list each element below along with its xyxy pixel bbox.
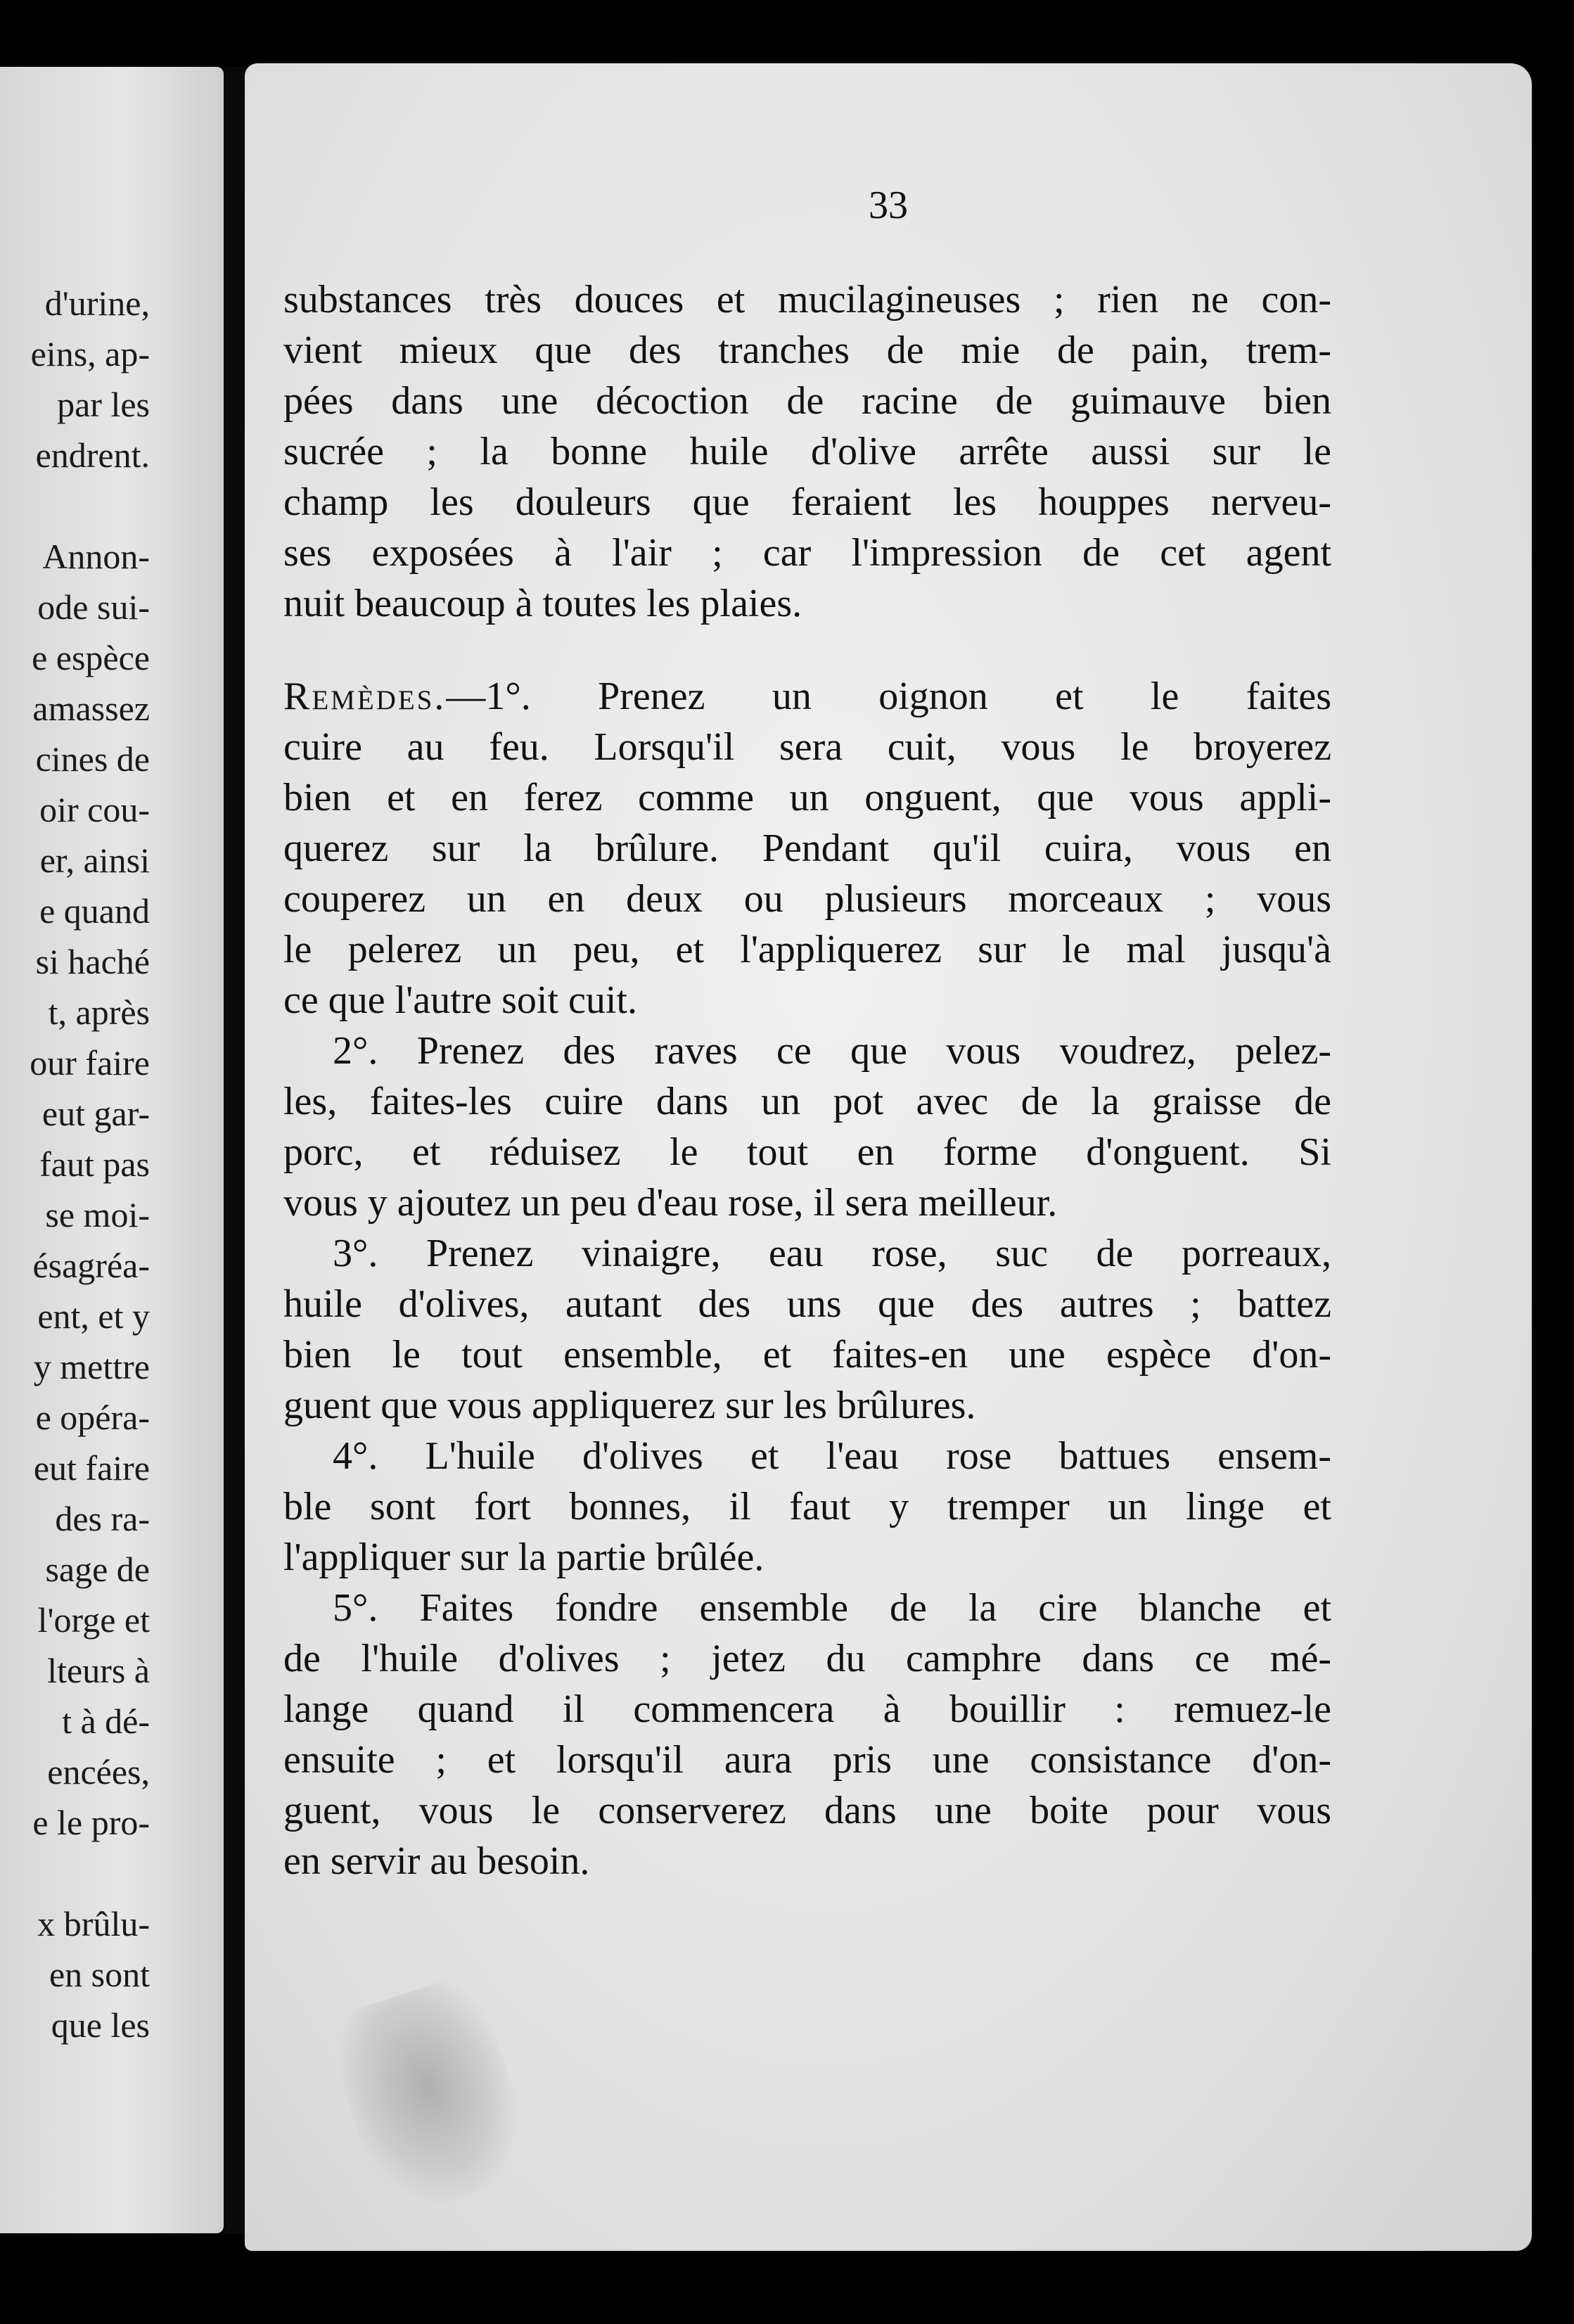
left-page-line: y mettre bbox=[33, 1347, 150, 1386]
left-page-line: e espèce bbox=[32, 638, 150, 677]
left-page-line: our faire bbox=[30, 1043, 150, 1083]
left-page-line: e le pro- bbox=[32, 1803, 150, 1842]
left-page-line: cines de bbox=[35, 739, 150, 779]
left-page-line: par les bbox=[57, 385, 150, 424]
left-page-line: e opéra- bbox=[35, 1398, 150, 1437]
left-page-line: e quand bbox=[39, 891, 150, 931]
left-page-line: faut pas bbox=[39, 1144, 150, 1184]
left-page-line: encées, bbox=[47, 1752, 150, 1792]
text-line: ce que l'autre soit cuit. bbox=[283, 978, 638, 1022]
text-line: les, faites-les cuire dans un pot avec de la graisse de bbox=[283, 1080, 1331, 1123]
text-line: de l'huile d'olives ; jetez du camphre dans ce mé- bbox=[283, 1637, 1331, 1680]
text-line: 4°. L'huile d'olives et l'eau rose battues ensem- bbox=[333, 1434, 1331, 1478]
left-page-line: d'urine, bbox=[44, 283, 150, 323]
book-gutter bbox=[224, 67, 245, 2233]
text-line: vous y ajoutez un peu d'eau rose, il sera meilleur. bbox=[283, 1181, 1058, 1225]
text-line: huile d'olives, autant des uns que des autres ; battez bbox=[283, 1282, 1331, 1326]
text-line: le pelerez un peu, et l'appliquerez sur le mal jusqu'à bbox=[283, 928, 1331, 971]
left-page-line: oir cou- bbox=[39, 790, 150, 829]
remedes-heading: Remèdes. bbox=[283, 675, 447, 718]
text-line: 3°. Prenez vinaigre, eau rose, suc de porreaux, bbox=[333, 1232, 1331, 1275]
left-page-line: er, ainsi bbox=[39, 841, 150, 880]
text-line: nuit beaucoup à toutes les plaies. bbox=[283, 582, 802, 625]
left-page-line: en sont bbox=[49, 1955, 150, 1994]
left-page-line: lteurs à bbox=[47, 1651, 150, 1690]
left-page bbox=[0, 67, 224, 2233]
left-page-line: t, après bbox=[48, 992, 150, 1032]
left-page-line: ent, et y bbox=[37, 1296, 150, 1336]
text-line: ble sont fort bonnes, il faut y tremper un linge et bbox=[283, 1485, 1331, 1528]
text-line: sucrée ; la bonne huile d'olive arrête aussi sur le bbox=[283, 430, 1331, 473]
text-line: ensuite ; et lorsqu'il aura pris une consistance d'on- bbox=[283, 1738, 1331, 1782]
left-page-line: se moi- bbox=[45, 1195, 150, 1234]
text-line: ses exposées à l'air ; car l'impression de cet agent bbox=[283, 531, 1331, 575]
left-page-line: Annon- bbox=[42, 537, 150, 576]
text-line: en servir au besoin. bbox=[283, 1839, 590, 1883]
page-number: 33 bbox=[869, 184, 908, 227]
text-line: couperez un en deux ou plusieurs morceaux ; vous bbox=[283, 877, 1331, 921]
left-page-line: l'orge et bbox=[37, 1600, 150, 1640]
left-page-line: ésagréa- bbox=[32, 1246, 150, 1285]
text-line: porc, et réduisez le tout en forme d'onguent. Si bbox=[283, 1130, 1331, 1174]
left-page-line: ode sui- bbox=[37, 587, 150, 627]
text-line: l'appliquer sur la partie brûlée. bbox=[283, 1536, 764, 1579]
left-page-line: des ra- bbox=[55, 1499, 150, 1538]
text-line: vient mieux que des tranches de mie de pain, trem- bbox=[283, 328, 1331, 372]
ink-smudge bbox=[321, 1971, 540, 2221]
left-page-line: eut gar- bbox=[41, 1094, 150, 1133]
text-line: lange quand il commencera à bouillir : remuez-le bbox=[283, 1687, 1331, 1731]
text-line: champ les douleurs que feraient les houppes nerveu- bbox=[283, 480, 1331, 524]
remedes-first-line: —1°. Prenez un oignon et le faites bbox=[446, 675, 1331, 718]
left-page-line: t à dé- bbox=[62, 1702, 150, 1741]
left-page-line: eins, ap- bbox=[30, 334, 150, 374]
left-page-line: x brûlu- bbox=[37, 1904, 150, 1943]
left-page-line: amassez bbox=[32, 689, 150, 728]
page-text bbox=[283, 274, 1331, 1886]
text-line: cuire au feu. Lorsqu'il sera cuit, vous le broyerez bbox=[283, 725, 1331, 769]
text-line: substances très douces et mucilagineuses ; rien ne con- bbox=[283, 278, 1331, 321]
left-page-line: endrent. bbox=[35, 435, 150, 475]
right-page bbox=[245, 63, 1532, 2251]
text-line: pées dans une décoction de racine de guimauve bien bbox=[283, 379, 1331, 423]
text-line: bien et en ferez comme un onguent, que vous appli- bbox=[283, 776, 1331, 819]
text-line: bien le tout ensemble, et faites-en une espèce d'on- bbox=[283, 1333, 1331, 1377]
left-page-line: eut faire bbox=[33, 1448, 150, 1488]
left-page-line: si haché bbox=[35, 942, 150, 981]
remedes-line bbox=[283, 671, 1331, 722]
text-line: guent que vous appliquerez sur les brûlures. bbox=[283, 1384, 976, 1427]
text-line: guent, vous le conserverez dans une boite pour vous bbox=[283, 1789, 1331, 1832]
text-line: 5°. Faites fondre ensemble de la cire blanche et bbox=[333, 1586, 1331, 1630]
text-line: querez sur la brûlure. Pendant qu'il cuira, vous en bbox=[283, 826, 1331, 870]
left-page-line: sage de bbox=[45, 1550, 150, 1589]
text-line: 2°. Prenez des raves ce que vous voudrez, pelez- bbox=[333, 1029, 1331, 1073]
left-page-line: que les bbox=[51, 2005, 150, 2045]
